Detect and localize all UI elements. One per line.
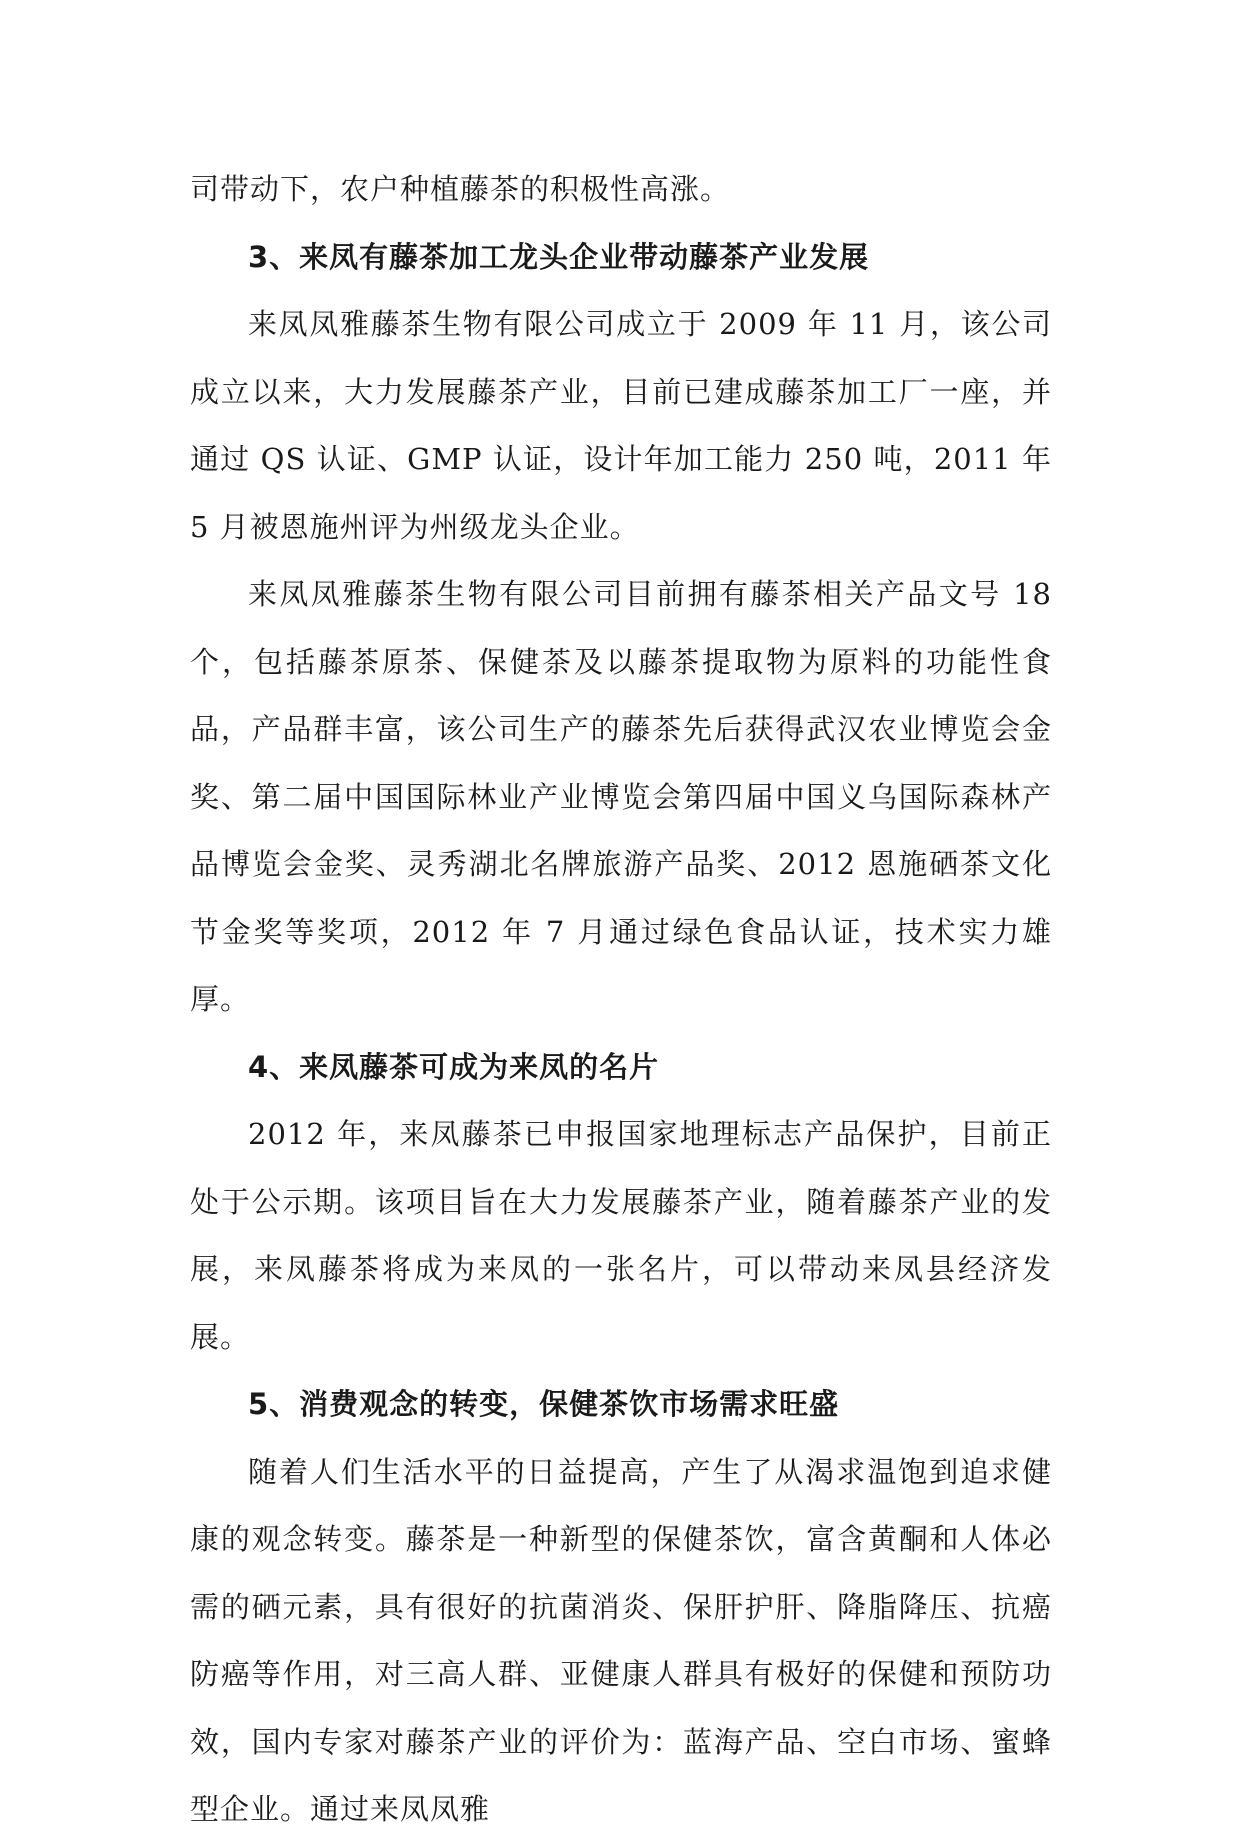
section-3-paragraph-1: 来凤凤雅藤茶生物有限公司成立于 2009 年 11 月，该公司成立以来，大力发展藤茶产业，目前已建成藤茶加工厂一座，并通过 QS 认证、GMP 认证，设计年加工能力 250 吨，2011 年 5 月被恩施州评为州级龙头企业。 xyxy=(190,307,1052,544)
section-5-paragraph-1: 随着人们生活水平的日益提高，产生了从渴求温饱到追求健康的观念转变。藤茶是一种新型的保健茶饮，富含黄酮和人体必需的硒元素，具有很好的抗菌消炎、保肝护肝、降脂降压、抗癌防癌等作用，对三高人群、亚健康人群具有极好的保健和预防功效，国内专家对藤茶产业的评价为：蓝海产品、空白市场、蜜蜂型企业。通过来凤凤雅 xyxy=(190,1454,1052,1826)
section-heading-3: 3、来凤有藤茶加工龙头企业带动藤茶产业发展 xyxy=(248,239,870,274)
section-heading-4: 4、来凤藤茶可成为来凤的名片 xyxy=(248,1049,660,1084)
section-heading-5: 5、消费观念的转变，保健茶饮市场需求旺盛 xyxy=(248,1387,840,1421)
section-4-paragraph-1: 2012 年，来凤藤茶已申报国家地理标志产品保护，目前正处于公示期。该项目旨在大力发展藤茶产业，随着藤茶产业的发展，来凤藤茶将成为来凤的一张名片，可以带动来凤县经济发展。 xyxy=(190,1117,1052,1354)
document-body xyxy=(190,156,1052,1844)
section-3-paragraph-2: 来凤凤雅藤茶生物有限公司目前拥有藤茶相关产品文号 18 个，包括藤茶原茶、保健茶及以藤茶提取物为原料的功能性食品，产品群丰富，该公司生产的藤茶先后获得武汉农业博览会金奖、第二届中国国际林业产业博览会第四届中国义乌国际森林产品博览会金奖、灵秀湖北名牌旅游产品奖、2012 恩施硒茶文化节金奖等奖项，2012 年 7 月通过绿色食品认证，技术实力雄厚。 xyxy=(190,577,1052,1016)
continuation-line: 司带动下，农户种植藤茶的积极性高涨。 xyxy=(190,172,731,206)
